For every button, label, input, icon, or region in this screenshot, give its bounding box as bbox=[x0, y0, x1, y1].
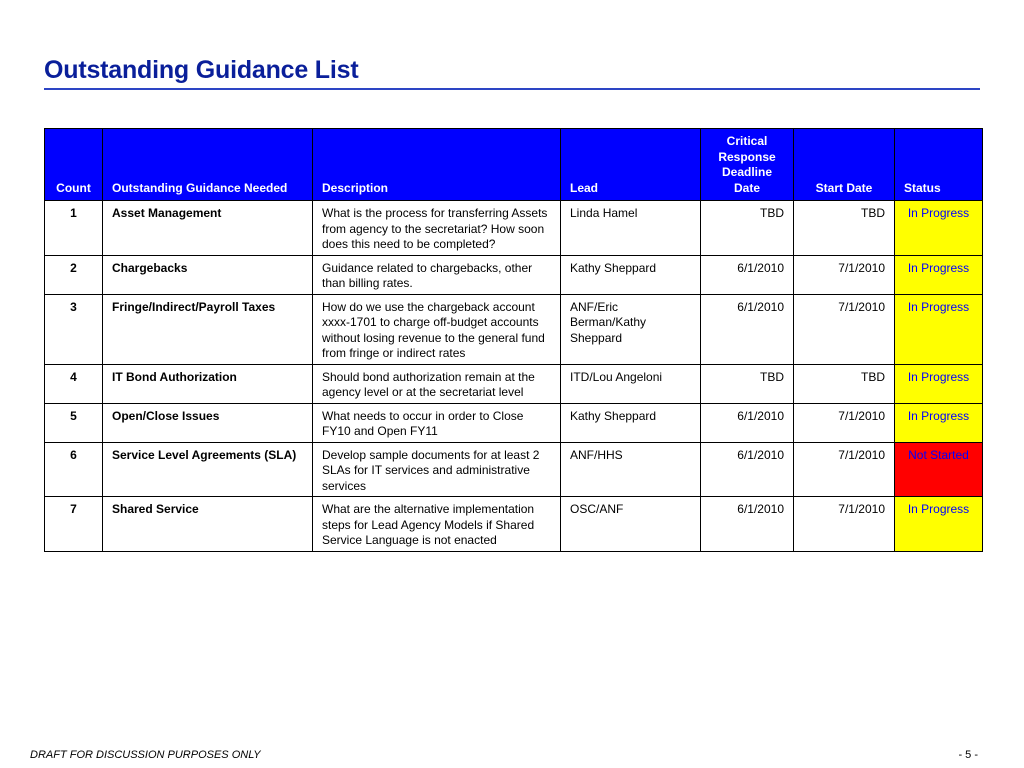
cell-count: 5 bbox=[45, 403, 103, 442]
cell-start-date: 7/1/2010 bbox=[794, 442, 895, 497]
header-start-date: Start Date bbox=[794, 129, 895, 201]
table-body bbox=[45, 201, 983, 552]
cell-description: What are the alternative implementation steps for Lead Agency Models if Shared Service Language is not enacted bbox=[313, 497, 561, 552]
cell-critical-deadline: 6/1/2010 bbox=[701, 497, 794, 552]
table-row bbox=[45, 403, 983, 442]
table-header bbox=[45, 129, 983, 201]
cell-count: 1 bbox=[45, 201, 103, 256]
cell-start-date: 7/1/2010 bbox=[794, 403, 895, 442]
cell-count: 4 bbox=[45, 364, 103, 403]
cell-status: Not Started bbox=[895, 442, 983, 497]
cell-guidance: IT Bond Authorization bbox=[103, 364, 313, 403]
header-count: Count bbox=[45, 129, 103, 201]
table-row bbox=[45, 201, 983, 256]
cell-description: What is the process for transferring Assets from agency to the secretariat? How soon does this need to be completed? bbox=[313, 201, 561, 256]
header-critical-deadline: Critical Response Deadline Date bbox=[701, 129, 794, 201]
cell-guidance: Chargebacks bbox=[103, 255, 313, 294]
cell-description: Develop sample documents for at least 2 SLAs for IT services and administrative services bbox=[313, 442, 561, 497]
header-lead: Lead bbox=[561, 129, 701, 201]
cell-count: 7 bbox=[45, 497, 103, 552]
guidance-table bbox=[44, 128, 983, 552]
page-number: - 5 - bbox=[958, 749, 978, 761]
cell-status: In Progress bbox=[895, 497, 983, 552]
cell-status: In Progress bbox=[895, 255, 983, 294]
cell-critical-deadline: TBD bbox=[701, 364, 794, 403]
cell-lead: OSC/ANF bbox=[561, 497, 701, 552]
cell-lead: Kathy Sheppard bbox=[561, 403, 701, 442]
table-row bbox=[45, 497, 983, 552]
cell-status: In Progress bbox=[895, 201, 983, 256]
cell-critical-deadline: 6/1/2010 bbox=[701, 294, 794, 364]
cell-guidance: Service Level Agreements (SLA) bbox=[103, 442, 313, 497]
cell-guidance: Asset Management bbox=[103, 201, 313, 256]
table-row bbox=[45, 364, 983, 403]
draft-notice: DRAFT FOR DISCUSSION PURPOSES ONLY bbox=[30, 749, 261, 761]
cell-lead: ANF/HHS bbox=[561, 442, 701, 497]
cell-start-date: 7/1/2010 bbox=[794, 497, 895, 552]
cell-critical-deadline: 6/1/2010 bbox=[701, 255, 794, 294]
header-description: Description bbox=[313, 129, 561, 201]
cell-description: What needs to occur in order to Close FY10 and Open FY11 bbox=[313, 403, 561, 442]
cell-guidance: Open/Close Issues bbox=[103, 403, 313, 442]
title-divider bbox=[44, 88, 980, 90]
cell-critical-deadline: TBD bbox=[701, 201, 794, 256]
cell-count: 3 bbox=[45, 294, 103, 364]
cell-lead: ANF/Eric Berman/Kathy Sheppard bbox=[561, 294, 701, 364]
cell-start-date: TBD bbox=[794, 201, 895, 256]
cell-lead: Linda Hamel bbox=[561, 201, 701, 256]
cell-count: 6 bbox=[45, 442, 103, 497]
cell-lead: Kathy Sheppard bbox=[561, 255, 701, 294]
cell-count: 2 bbox=[45, 255, 103, 294]
cell-status: In Progress bbox=[895, 294, 983, 364]
table-row bbox=[45, 442, 983, 497]
header-guidance: Outstanding Guidance Needed bbox=[103, 129, 313, 201]
cell-description: How do we use the chargeback account xxxx-1701 to charge off-budget accounts without losing revenue to the general fund from fringe or indirect rates bbox=[313, 294, 561, 364]
cell-lead: ITD/Lou Angeloni bbox=[561, 364, 701, 403]
cell-guidance: Fringe/Indirect/Payroll Taxes bbox=[103, 294, 313, 364]
cell-start-date: TBD bbox=[794, 364, 895, 403]
cell-description: Guidance related to chargebacks, other than billing rates. bbox=[313, 255, 561, 294]
header-row bbox=[45, 129, 983, 201]
slide-title: Outstanding Guidance List bbox=[44, 56, 359, 84]
cell-critical-deadline: 6/1/2010 bbox=[701, 403, 794, 442]
cell-start-date: 7/1/2010 bbox=[794, 294, 895, 364]
header-status: Status bbox=[895, 129, 983, 201]
cell-start-date: 7/1/2010 bbox=[794, 255, 895, 294]
cell-status: In Progress bbox=[895, 403, 983, 442]
cell-status: In Progress bbox=[895, 364, 983, 403]
cell-guidance: Shared Service bbox=[103, 497, 313, 552]
cell-critical-deadline: 6/1/2010 bbox=[701, 442, 794, 497]
cell-description: Should bond authorization remain at the agency level or at the secretariat level bbox=[313, 364, 561, 403]
table-row bbox=[45, 294, 983, 364]
table-row bbox=[45, 255, 983, 294]
